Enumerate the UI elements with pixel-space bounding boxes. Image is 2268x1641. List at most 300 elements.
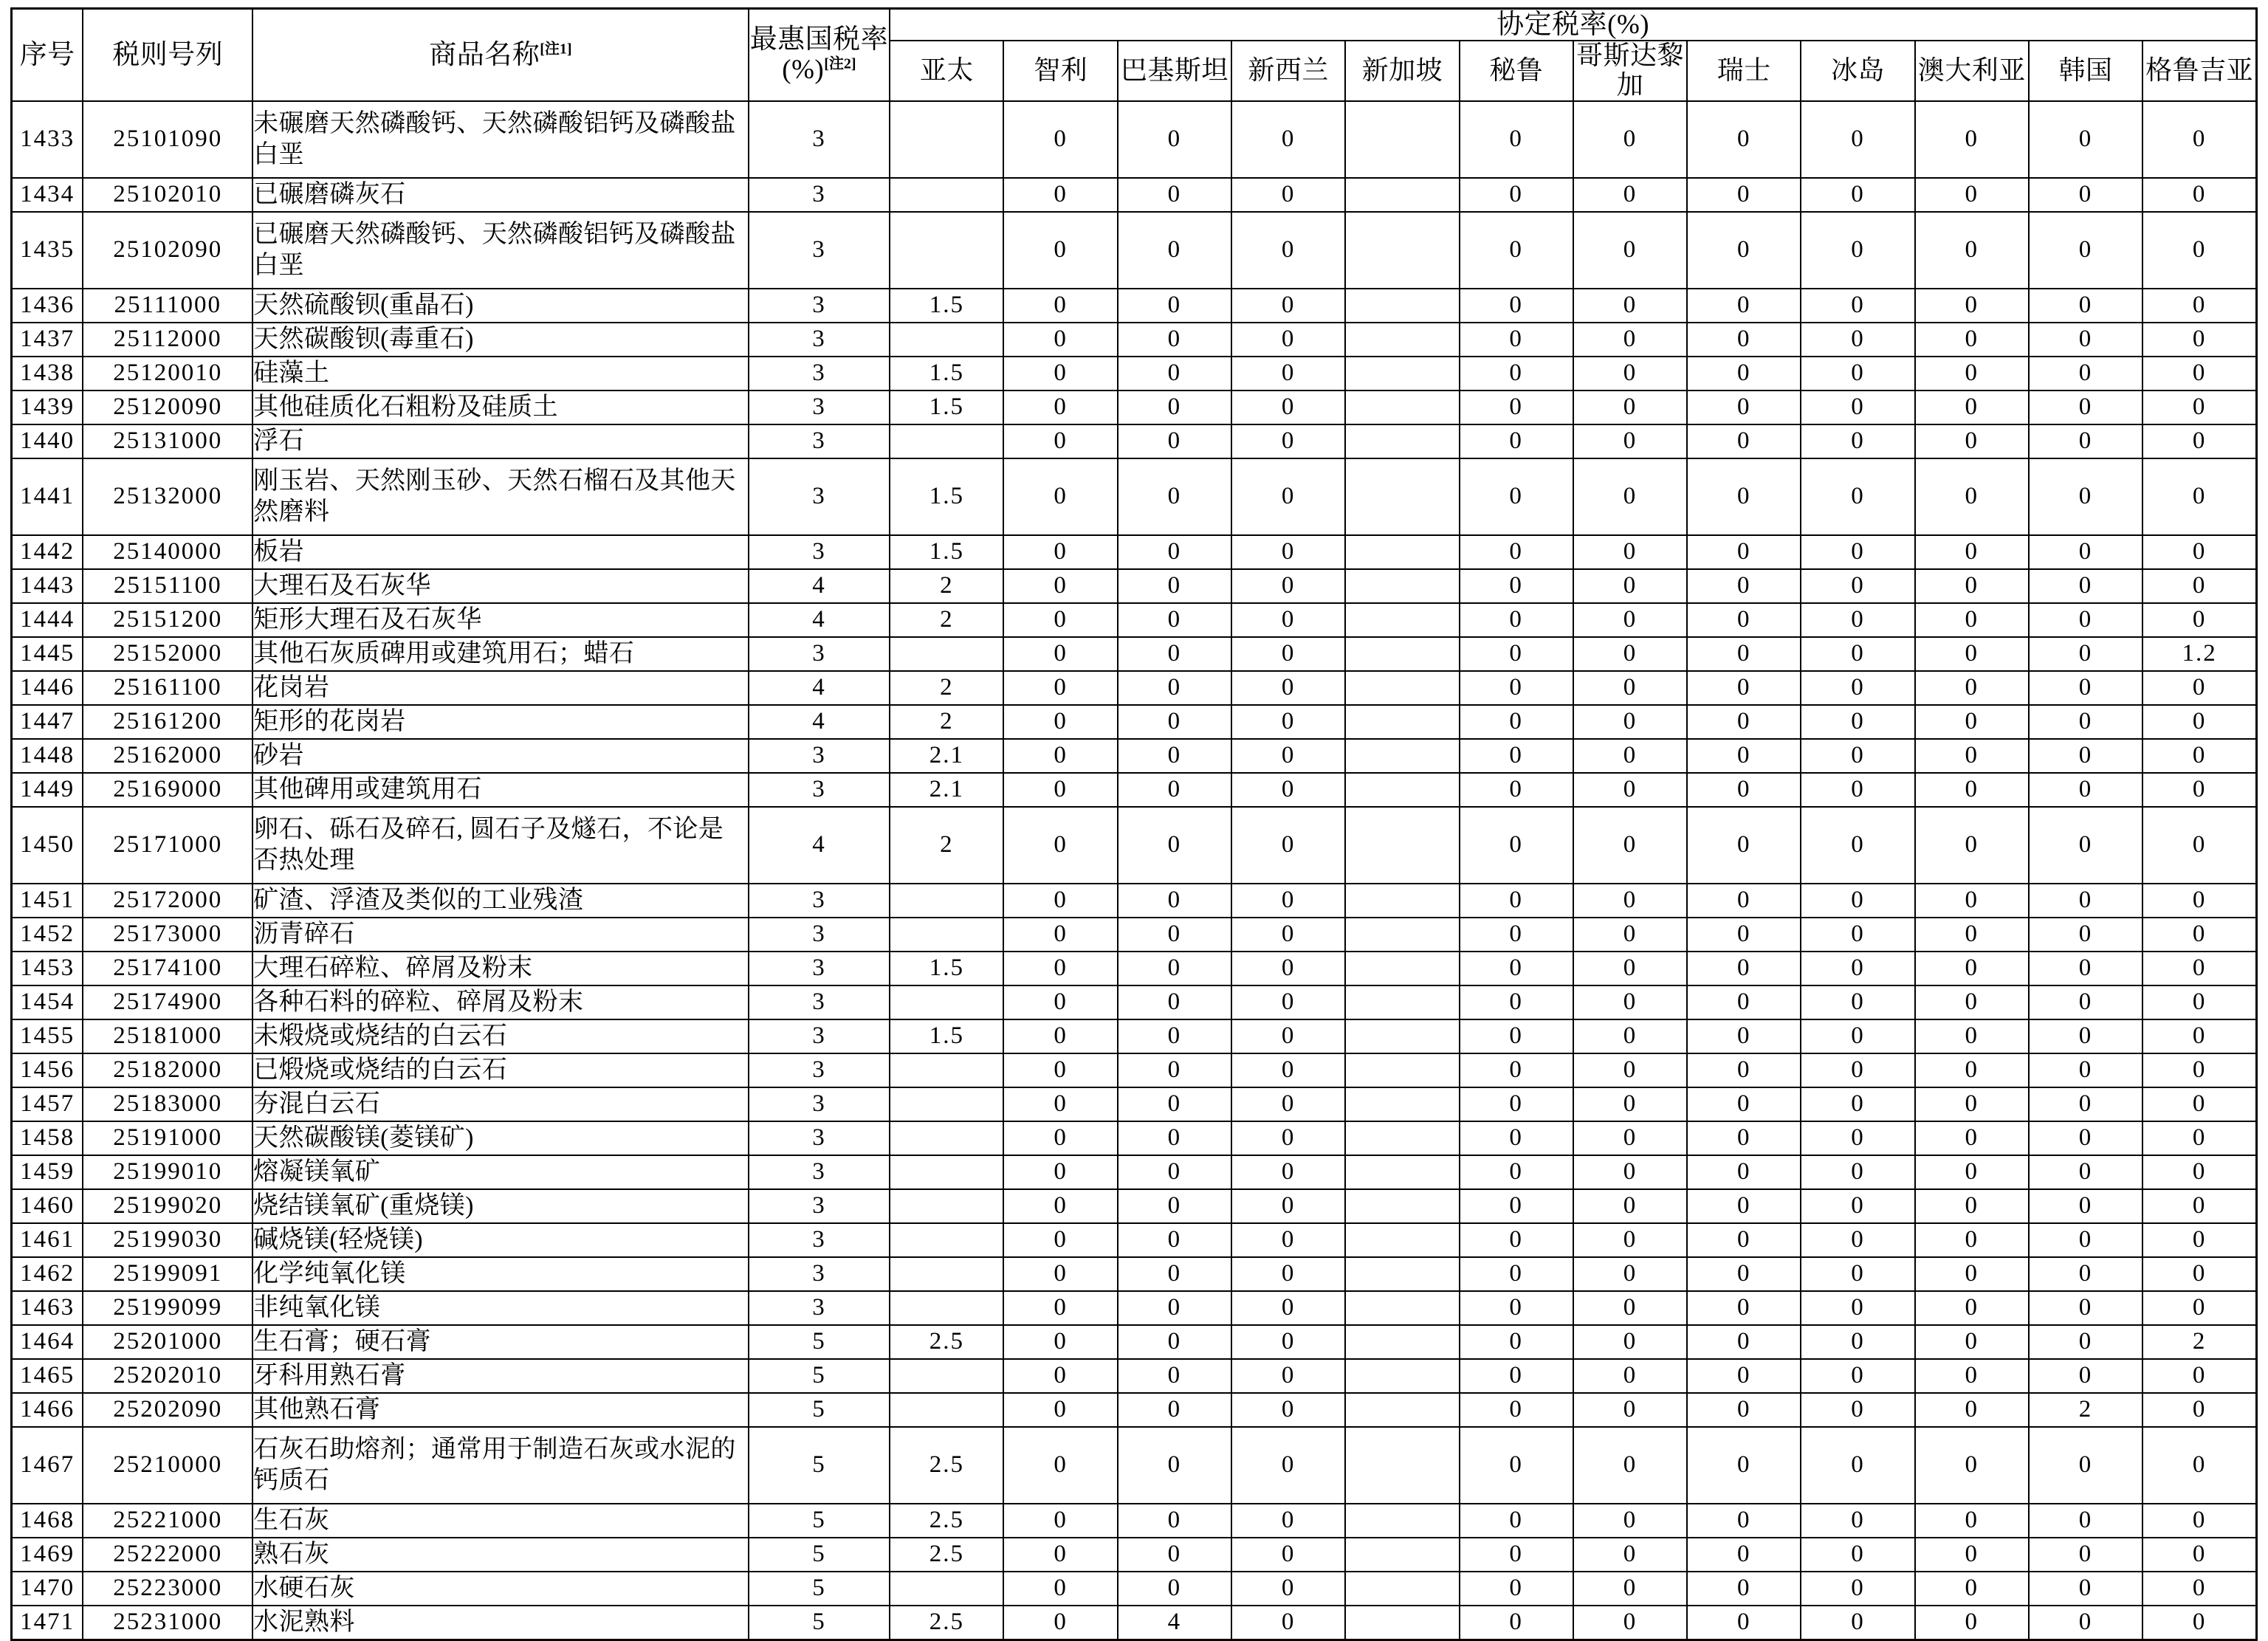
cell-agreement-rate [1345,952,1459,985]
cell-agreement-rate: 0 [1573,705,1687,739]
cell-mfn-rate: 3 [749,289,890,323]
cell-agreement-rate: 0 [1573,952,1687,985]
cell-agreement-rate: 0 [2029,1257,2142,1291]
cell-agreement-rate: 0 [1915,952,2029,985]
header-mfn-line1: 最惠国税率 [749,24,889,55]
cell-mfn-rate: 3 [749,1291,890,1325]
cell-agreement-rate: 0 [1915,357,2029,391]
cell-agreement-rate: 0 [1915,884,2029,918]
cell-agreement-rate: 0 [1687,391,1801,424]
cell-agreement-rate: 0 [1003,178,1117,212]
cell-agreement-rate: 0 [1915,918,2029,952]
cell-agreement-rate: 0 [1460,101,1573,178]
header-country-pakistan: 巴基斯坦 [1118,41,1231,100]
cell-mfn-rate: 3 [749,1189,890,1223]
cell-agreement-rate [890,101,1003,178]
cell-tariff-code: 25161100 [83,671,252,705]
cell-agreement-rate: 0 [1801,1019,1914,1053]
table-row [12,1504,2257,1538]
cell-tariff-code: 25162000 [83,739,252,773]
cell-seq: 1464 [12,1325,83,1359]
cell-tariff-code: 25131000 [83,424,252,458]
cell-agreement-rate: 0 [1118,458,1231,535]
cell-agreement-rate: 0 [1915,1572,2029,1606]
cell-mfn-rate: 3 [749,1257,890,1291]
cell-agreement-rate: 0 [1003,1427,1117,1504]
cell-agreement-rate: 0 [2029,569,2142,603]
cell-agreement-rate [1345,535,1459,569]
cell-seq: 1452 [12,918,83,952]
cell-agreement-rate: 0 [1801,1087,1914,1121]
cell-agreement-rate: 0 [1687,671,1801,705]
cell-agreement-rate: 0 [1460,884,1573,918]
cell-product-name: 矩形的花岗岩 [252,705,749,739]
cell-agreement-rate: 0 [2142,603,2256,637]
cell-product-name: 烧结镁氧矿(重烧镁) [252,1189,749,1223]
cell-agreement-rate [1345,1393,1459,1427]
cell-agreement-rate: 0 [2029,1155,2142,1189]
cell-agreement-rate: 0 [2029,773,2142,807]
cell-product-name: 水硬石灰 [252,1572,749,1606]
cell-agreement-rate: 0 [2029,1538,2142,1572]
table-row [12,1189,2257,1223]
cell-agreement-rate: 0 [2029,671,2142,705]
cell-seq: 1448 [12,739,83,773]
cell-agreement-rate: 0 [1915,773,2029,807]
cell-mfn-rate: 3 [749,1053,890,1087]
table-row [12,807,2257,884]
cell-agreement-rate: 0 [1915,1291,2029,1325]
cell-agreement-rate: 0 [1915,1019,2029,1053]
cell-agreement-rate: 0 [2142,535,2256,569]
cell-agreement-rate: 1.5 [890,535,1003,569]
cell-agreement-rate: 0 [1460,1189,1573,1223]
cell-seq: 1468 [12,1504,83,1538]
table-row [12,1393,2257,1427]
cell-agreement-rate: 0 [1003,952,1117,985]
cell-agreement-rate: 0 [2142,952,2256,985]
cell-agreement-rate: 0 [1801,918,1914,952]
cell-agreement-rate: 0 [1003,884,1117,918]
cell-seq: 1442 [12,535,83,569]
cell-agreement-rate [890,1121,1003,1155]
cell-agreement-rate: 0 [1003,323,1117,357]
cell-agreement-rate: 0 [1573,1427,1687,1504]
cell-agreement-rate: 0 [1573,671,1687,705]
cell-agreement-rate [890,1257,1003,1291]
table-row [12,289,2257,323]
cell-agreement-rate: 0 [1573,637,1687,671]
cell-agreement-rate: 0 [2029,289,2142,323]
cell-product-name: 矩形大理石及石灰华 [252,603,749,637]
cell-tariff-code: 25169000 [83,773,252,807]
table-row [12,1087,2257,1121]
cell-agreement-rate: 0 [2142,357,2256,391]
cell-agreement-rate: 2.5 [890,1606,1003,1640]
cell-agreement-rate: 0 [1915,289,2029,323]
cell-agreement-rate [890,1189,1003,1223]
cell-agreement-rate: 0 [2029,637,2142,671]
cell-agreement-rate: 0 [2029,1019,2142,1053]
cell-agreement-rate: 0 [2142,212,2256,289]
cell-agreement-rate: 0 [1687,1121,1801,1155]
cell-agreement-rate: 0 [1915,1538,2029,1572]
cell-tariff-code: 25120010 [83,357,252,391]
cell-agreement-rate [1345,1504,1459,1538]
cell-product-name: 砂岩 [252,739,749,773]
cell-agreement-rate: 0 [2142,1155,2256,1189]
cell-agreement-rate: 0 [1915,1257,2029,1291]
cell-agreement-rate: 0 [1460,1155,1573,1189]
cell-agreement-rate: 0 [2142,569,2256,603]
cell-agreement-rate [890,884,1003,918]
cell-mfn-rate: 3 [749,1155,890,1189]
cell-agreement-rate: 0 [1915,1053,2029,1087]
cell-tariff-code: 25140000 [83,535,252,569]
cell-agreement-rate: 0 [1003,1325,1117,1359]
cell-agreement-rate: 0 [1231,357,1345,391]
cell-agreement-rate: 0 [1118,178,1231,212]
cell-agreement-rate: 0 [1573,391,1687,424]
cell-agreement-rate [1345,1019,1459,1053]
cell-agreement-rate: 0 [1003,1155,1117,1189]
table-row [12,705,2257,739]
cell-agreement-rate: 0 [2029,705,2142,739]
cell-agreement-rate: 0 [2142,1606,2256,1640]
table-header [12,9,2257,101]
cell-agreement-rate: 0 [1231,985,1345,1019]
cell-agreement-rate: 0 [2029,1606,2142,1640]
cell-agreement-rate: 0 [1801,1257,1914,1291]
cell-agreement-rate: 0 [1003,535,1117,569]
cell-agreement-rate: 0 [1231,1121,1345,1155]
cell-agreement-rate: 1.5 [890,357,1003,391]
cell-agreement-rate: 0 [1687,289,1801,323]
cell-agreement-rate: 0 [1118,569,1231,603]
cell-seq: 1461 [12,1223,83,1257]
cell-agreement-rate: 0 [1573,178,1687,212]
header-row-top [12,9,2257,41]
cell-agreement-rate: 0 [1915,101,2029,178]
cell-agreement-rate: 0 [1573,1359,1687,1393]
cell-agreement-rate: 0 [2029,1291,2142,1325]
cell-agreement-rate: 0 [1573,1223,1687,1257]
cell-agreement-rate: 0 [1460,1223,1573,1257]
cell-agreement-rate: 0 [1118,807,1231,884]
cell-agreement-rate: 0 [1573,603,1687,637]
cell-agreement-rate: 0 [1801,424,1914,458]
cell-agreement-rate [890,1393,1003,1427]
cell-product-name: 碱烧镁(轻烧镁) [252,1223,749,1257]
cell-product-name: 硅藻土 [252,357,749,391]
cell-agreement-rate: 0 [1573,1606,1687,1640]
header-country-singapore: 新加坡 [1345,41,1459,100]
cell-seq: 1465 [12,1359,83,1393]
cell-mfn-rate: 3 [749,985,890,1019]
header-country-iceland: 冰岛 [1801,41,1914,100]
cell-agreement-rate: 0 [1118,1257,1231,1291]
cell-agreement-rate: 0 [1003,918,1117,952]
cell-mfn-rate: 5 [749,1427,890,1504]
cell-mfn-rate: 3 [749,952,890,985]
cell-agreement-rate: 0 [1573,1538,1687,1572]
cell-tariff-code: 25132000 [83,458,252,535]
header-country-new-zealand: 新西兰 [1231,41,1345,100]
cell-agreement-rate: 0 [1118,1291,1231,1325]
cell-agreement-rate: 0 [1460,918,1573,952]
cell-agreement-rate [1345,671,1459,705]
cell-agreement-rate: 0 [1231,807,1345,884]
cell-seq: 1463 [12,1291,83,1325]
cell-tariff-code: 25199010 [83,1155,252,1189]
cell-product-name: 牙科用熟石膏 [252,1359,749,1393]
cell-seq: 1457 [12,1087,83,1121]
cell-agreement-rate: 0 [1687,773,1801,807]
cell-agreement-rate: 0 [1460,1121,1573,1155]
cell-agreement-rate: 2.1 [890,773,1003,807]
cell-agreement-rate: 0 [1915,1189,2029,1223]
cell-agreement-rate: 0 [1687,424,1801,458]
cell-product-name: 花岗岩 [252,671,749,705]
cell-agreement-rate [1345,1538,1459,1572]
cell-agreement-rate: 0 [1003,1504,1117,1538]
cell-agreement-rate: 0 [2029,985,2142,1019]
cell-product-name: 已煅烧或烧结的白云石 [252,1053,749,1087]
cell-agreement-rate: 0 [1118,739,1231,773]
cell-agreement-rate [1345,1155,1459,1189]
cell-tariff-code: 25101090 [83,101,252,178]
cell-seq: 1434 [12,178,83,212]
cell-agreement-rate: 0 [2029,1504,2142,1538]
cell-agreement-rate: 0 [1460,1393,1573,1427]
cell-seq: 1436 [12,289,83,323]
cell-agreement-rate: 0 [1687,705,1801,739]
cell-product-name: 其他熟石膏 [252,1393,749,1427]
cell-agreement-rate: 0 [1687,101,1801,178]
cell-agreement-rate: 0 [1231,918,1345,952]
cell-agreement-rate: 0 [1460,1291,1573,1325]
cell-tariff-code: 25111000 [83,289,252,323]
cell-agreement-rate: 0 [1801,952,1914,985]
cell-agreement-rate: 0 [1801,1606,1914,1640]
header-mfn-note: [注2] [824,55,856,72]
cell-agreement-rate: 0 [1915,1504,2029,1538]
cell-agreement-rate: 0 [1231,637,1345,671]
header-seq: 序号 [12,9,83,101]
cell-agreement-rate: 0 [2029,603,2142,637]
cell-agreement-rate: 0 [1003,1606,1117,1640]
cell-agreement-rate [1345,1359,1459,1393]
cell-product-name: 天然硫酸钡(重晶石) [252,289,749,323]
cell-agreement-rate: 0 [1231,739,1345,773]
cell-agreement-rate: 0 [1801,773,1914,807]
table-row [12,884,2257,918]
cell-agreement-rate: 1.5 [890,391,1003,424]
cell-mfn-rate: 5 [749,1325,890,1359]
cell-agreement-rate: 0 [1801,671,1914,705]
cell-agreement-rate: 0 [1460,1504,1573,1538]
cell-agreement-rate: 0 [1231,178,1345,212]
cell-agreement-rate: 0 [2142,178,2256,212]
cell-agreement-rate [1345,458,1459,535]
cell-mfn-rate: 3 [749,101,890,178]
cell-agreement-rate: 0 [2142,1427,2256,1504]
cell-agreement-rate: 0 [1801,1572,1914,1606]
cell-agreement-rate: 0 [1801,1189,1914,1223]
header-mfn-rate [749,9,890,101]
cell-agreement-rate [1345,1087,1459,1121]
cell-agreement-rate: 0 [1460,1359,1573,1393]
cell-agreement-rate: 2 [890,603,1003,637]
cell-agreement-rate: 0 [1231,1325,1345,1359]
cell-agreement-rate: 0 [1687,1019,1801,1053]
cell-agreement-rate: 0 [1687,1189,1801,1223]
cell-tariff-code: 25173000 [83,918,252,952]
cell-agreement-rate: 0 [1801,1427,1914,1504]
cell-agreement-rate: 0 [1003,1019,1117,1053]
cell-agreement-rate: 0 [1687,212,1801,289]
cell-agreement-rate: 0 [1003,603,1117,637]
cell-agreement-rate: 2.5 [890,1504,1003,1538]
cell-agreement-rate: 0 [1801,535,1914,569]
cell-agreement-rate: 1.5 [890,458,1003,535]
cell-product-name: 其他石灰质碑用或建筑用石；蜡石 [252,637,749,671]
cell-agreement-rate: 0 [1801,1223,1914,1257]
cell-agreement-rate [1345,357,1459,391]
cell-agreement-rate: 0 [1573,357,1687,391]
cell-agreement-rate: 0 [1118,1427,1231,1504]
cell-agreement-rate: 0 [1460,212,1573,289]
cell-agreement-rate: 0 [1915,569,2029,603]
cell-agreement-rate: 0 [2029,1189,2142,1223]
table-row [12,391,2257,424]
cell-agreement-rate: 0 [1231,1606,1345,1640]
cell-agreement-rate: 0 [1118,671,1231,705]
cell-agreement-rate: 0 [2029,952,2142,985]
cell-seq: 1454 [12,985,83,1019]
cell-agreement-rate: 0 [1915,424,2029,458]
cell-agreement-rate: 0 [1231,101,1345,178]
cell-agreement-rate: 0 [1118,1572,1231,1606]
table-row [12,178,2257,212]
cell-agreement-rate: 0 [1573,458,1687,535]
cell-agreement-rate: 0 [1003,807,1117,884]
cell-tariff-code: 25120090 [83,391,252,424]
header-country-chile: 智利 [1003,41,1117,100]
cell-agreement-rate: 0 [1915,1121,2029,1155]
cell-agreement-rate: 0 [1687,807,1801,884]
cell-agreement-rate [1345,807,1459,884]
table-row [12,985,2257,1019]
table-row [12,1223,2257,1257]
cell-agreement-rate [1345,323,1459,357]
cell-agreement-rate: 0 [1003,1053,1117,1087]
cell-seq: 1467 [12,1427,83,1504]
cell-agreement-rate [1345,705,1459,739]
cell-mfn-rate: 5 [749,1606,890,1640]
cell-agreement-rate: 0 [1460,739,1573,773]
cell-agreement-rate: 0 [1003,1257,1117,1291]
cell-agreement-rate: 0 [2142,1572,2256,1606]
cell-agreement-rate: 0 [1687,1257,1801,1291]
table-row [12,535,2257,569]
cell-seq: 1435 [12,212,83,289]
cell-agreement-rate: 0 [1573,1189,1687,1223]
cell-seq: 1453 [12,952,83,985]
cell-agreement-rate: 0 [1231,535,1345,569]
cell-agreement-rate: 0 [2029,918,2142,952]
cell-agreement-rate: 0 [1118,603,1231,637]
cell-agreement-rate: 0 [1460,424,1573,458]
cell-seq: 1446 [12,671,83,705]
cell-agreement-rate: 0 [1460,458,1573,535]
cell-agreement-rate [890,1359,1003,1393]
cell-agreement-rate: 0 [1231,773,1345,807]
cell-agreement-rate: 0 [1687,1223,1801,1257]
cell-agreement-rate: 0 [1915,637,2029,671]
cell-agreement-rate: 0 [1573,1504,1687,1538]
cell-agreement-rate: 0 [1460,569,1573,603]
cell-agreement-rate: 0 [1231,1087,1345,1121]
cell-seq: 1447 [12,705,83,739]
cell-agreement-rate: 0 [1915,671,2029,705]
cell-agreement-rate: 0 [1915,1606,2029,1640]
cell-agreement-rate: 0 [1460,1606,1573,1640]
cell-agreement-rate: 0 [1460,773,1573,807]
cell-agreement-rate: 0 [1801,1393,1914,1427]
cell-agreement-rate [1345,773,1459,807]
cell-agreement-rate: 0 [1915,705,2029,739]
cell-agreement-rate: 0 [1231,671,1345,705]
cell-agreement-rate: 0 [2029,1359,2142,1393]
header-mfn-line2: (%) [782,55,825,86]
cell-agreement-rate: 0 [1003,1393,1117,1427]
cell-agreement-rate: 0 [1118,637,1231,671]
cell-agreement-rate: 0 [1118,1155,1231,1189]
cell-product-name: 天然碳酸钡(毒重石) [252,323,749,357]
cell-agreement-rate: 0 [1573,101,1687,178]
cell-agreement-rate: 0 [1460,178,1573,212]
header-country-asia-pacific: 亚太 [890,41,1003,100]
cell-agreement-rate: 0 [2142,807,2256,884]
cell-agreement-rate: 0 [2029,391,2142,424]
cell-agreement-rate: 0 [1801,1504,1914,1538]
cell-agreement-rate: 0 [1687,535,1801,569]
cell-agreement-rate: 0 [1687,1504,1801,1538]
cell-agreement-rate: 0 [1003,739,1117,773]
cell-agreement-rate: 0 [1573,212,1687,289]
cell-agreement-rate [1345,289,1459,323]
cell-tariff-code: 25174100 [83,952,252,985]
cell-agreement-rate: 2 [890,569,1003,603]
cell-agreement-rate: 0 [1687,357,1801,391]
cell-agreement-rate: 0 [1231,1257,1345,1291]
cell-agreement-rate: 0 [2142,773,2256,807]
cell-agreement-rate: 0 [1231,569,1345,603]
cell-agreement-rate: 0 [1003,985,1117,1019]
cell-agreement-rate: 0 [1687,1087,1801,1121]
cell-agreement-rate: 0 [2029,1572,2142,1606]
cell-agreement-rate: 0 [1118,212,1231,289]
cell-agreement-rate: 0 [1118,1019,1231,1053]
cell-agreement-rate: 0 [1801,289,1914,323]
cell-agreement-rate: 0 [1460,1572,1573,1606]
cell-agreement-rate: 0 [1573,1291,1687,1325]
cell-agreement-rate: 0 [1231,1019,1345,1053]
cell-agreement-rate: 0 [1687,1606,1801,1640]
cell-agreement-rate: 0 [1231,458,1345,535]
cell-agreement-rate: 0 [1687,1053,1801,1087]
